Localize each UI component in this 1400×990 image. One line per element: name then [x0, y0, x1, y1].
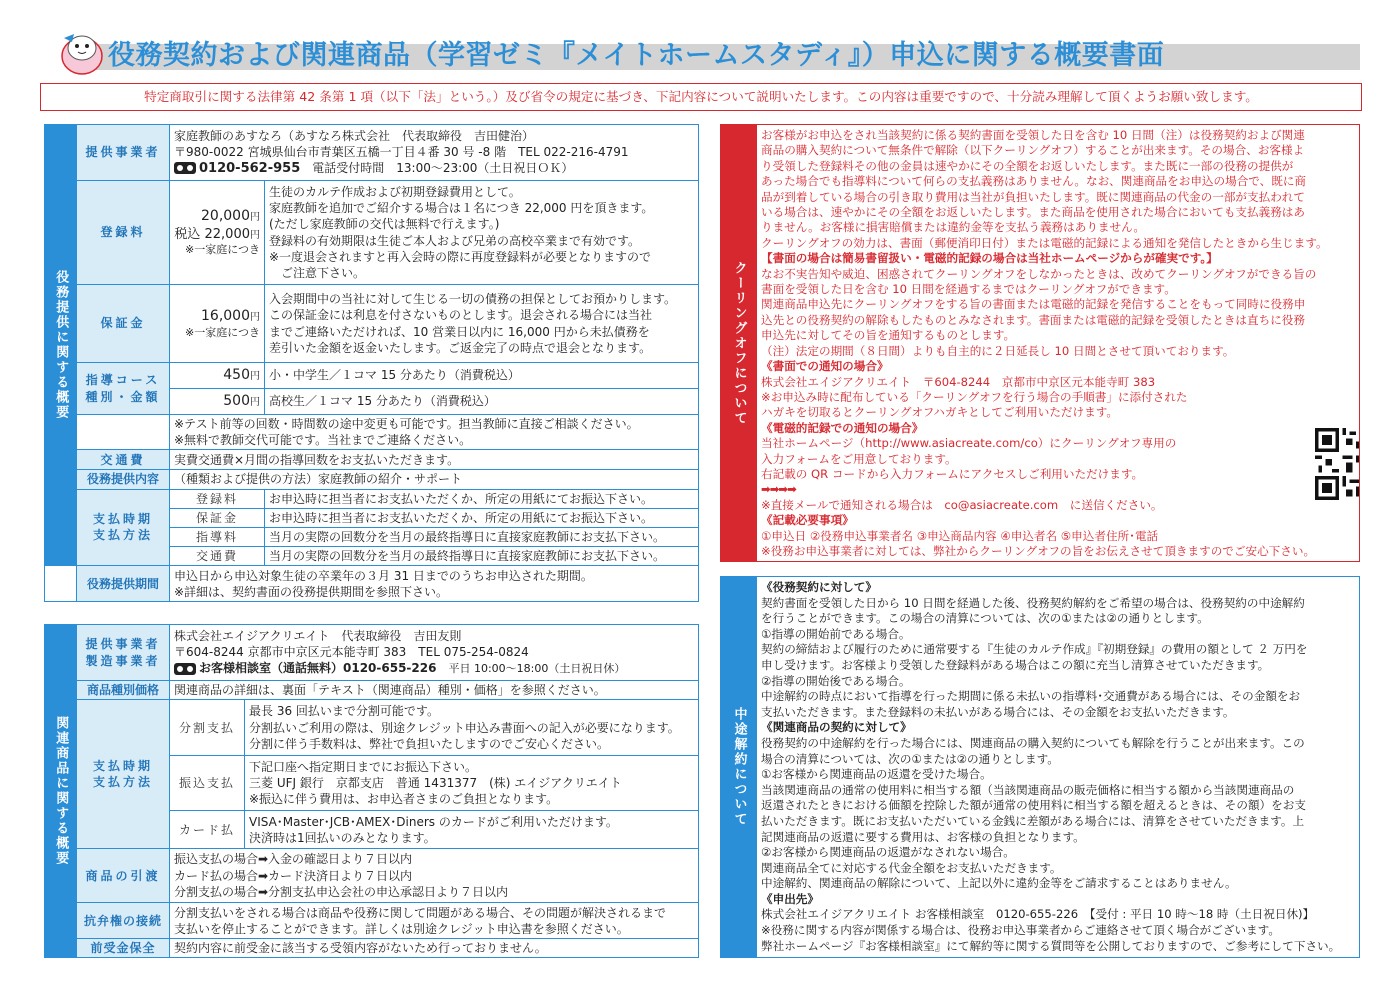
payment-sub-label: 指導料 [170, 527, 265, 546]
product-payment-text [245, 811, 699, 849]
required-line: ①申込日 ②役務申込事業者名 ③申込商品内容 ④申込者名 ⑤申込者住所･電話 [761, 528, 1159, 543]
payment-sub-text: 当月の実際の回数分を当月の最終指導日に直接家庭教師にお支払下さい。 [265, 547, 699, 566]
product-payment-text [245, 756, 699, 811]
price-label: 商品種別価格 [77, 681, 170, 700]
midterm-line: 支払いただきます。また登録料の未払いがある場合には、その金額をお支払いただきます。 [761, 704, 1235, 719]
course-desc: 高校生／１コマ 15 分あたり（消費税込） [265, 389, 699, 415]
registration-line: 家庭教師を追加でご紹介する場合は１名につき 22,000 円を頂きます。 [269, 201, 654, 216]
midterm-line: 《関連商品の契約に対して》 [761, 720, 912, 735]
midterm-line: 弊社ホームページ『お客様相談室』にて解約等に関する質問等を公開しておりますので、ご参考にして下さい。 [761, 938, 1341, 953]
product-payment-line: 分割に伴う手数料は、弊社で負担いたしますのでご安心ください。 [249, 736, 610, 751]
yen-unit: 円 [250, 371, 260, 383]
transport-text: 実費交通費×月間の指導回数をお支払いただきます。 [170, 450, 699, 470]
maker-phone [174, 660, 694, 677]
defense-text [170, 903, 699, 939]
price-text: 関連商品の詳細は、裏面「テキスト（関連商品）種別・価格」を参照ください。 [170, 681, 699, 700]
midterm-line: ①お客様から関連商品の返還を受けた場合。 [761, 767, 992, 782]
cooling-line: 商品の購入契約について無条件で解除（以下クーリングオフ）することが出来ます。その場合、お客様よ [761, 143, 1305, 158]
products-side-header: 関連商品に関する概要 [45, 625, 77, 958]
payment-sub-label: 登録料 [170, 489, 265, 508]
period-text [170, 566, 699, 602]
payment-label-2: 支払方法 [92, 528, 153, 543]
midterm-line: 関連商品全てに対応する代金全額をお支払いただきます。 [761, 860, 1062, 875]
midterm-line: を行うことができます。この場合の清算については、次の①または②の通りとします。 [761, 611, 1209, 626]
midterm-line: 役務契約の中途解約を行った場合には、関連商品の購入契約についても解除を行うことが出来ます。この [761, 735, 1305, 750]
product-payment-text [245, 700, 699, 756]
midterm-line: 記関連商品の返還に要する費用は、お客様の負担となります。 [761, 829, 1085, 844]
required-line: ※役務お申込事業者に対しては、弊社からクーリングオフの旨をお伝えさせて頂きますのでご安心下さい。 [761, 543, 1316, 558]
mascot-icon [52, 26, 108, 78]
midterm-line: ①指導の開始前である場合。 [761, 626, 911, 641]
mail-line: 株式会社エイジアクリエイト 〒604-8244 京都市中京区元本能寺町 383 [761, 374, 1156, 389]
cooling-line: りません。お客様に損害賠償または違約金等を支払う義務はありません。 [761, 220, 1145, 235]
content-label: 役務提供内容 [77, 470, 170, 489]
midterm-side-header: 中途解約について [721, 577, 757, 957]
midterm-line: 当該関連商品の通常の使用料に相当する額（当該関連商品の販売価格に相当する額から当該関連商品の [761, 782, 1295, 797]
product-payment-line: 決済時は1回払いのみとなります。 [249, 830, 436, 845]
midterm-line: 《役務契約に対して》 [761, 580, 877, 594]
midterm-line: 《申出先》 [761, 891, 819, 906]
payment-sub-text: お申込時に担当者にお支払いただくか、所定の用紙にてお振込下さい。 [265, 489, 699, 508]
product-payment-label [77, 700, 170, 849]
course-amount [170, 363, 265, 389]
maker-label-1: 提供事業者 [85, 637, 161, 652]
yen-unit: 円 [250, 311, 260, 323]
qr-code-icon[interactable] [1315, 428, 1360, 500]
registration-line: ※一度退会されますと再入会時の際に再度登録料が必要となりますので [269, 249, 652, 264]
transport-label: 交通費 [77, 450, 170, 470]
cooling-line: 関連商品申込先にクーリングオフをする旨の書面または電磁的記録を発信することをもって同時に役務申 [761, 297, 1306, 312]
maker-label-2: 製造事業者 [85, 653, 161, 668]
delivery-line: 振込支払の場合➡入金の確認日より７日以内 [174, 852, 413, 867]
midterm-line: 場合の清算については、次の①または②の通りとします。 [761, 751, 1059, 766]
delivery-line: カード払の場合➡カード決済日より７日以内 [174, 868, 413, 883]
midterm-line: 契約の締結および履行のために通常要する『生徒のカルテ作成』『初期登録』の費用の額として ２ 万円を [761, 642, 1308, 657]
deposit-desc [265, 285, 699, 363]
mail-line: ※お申込み時に配布している「クーリングオフを行う場合の手順書」に添付された [761, 389, 1188, 404]
defense-label: 抗弁権の接続 [77, 903, 170, 939]
registration-line: (ただし家庭教師の交代は無料で行えます。) [269, 217, 500, 232]
payment-label [77, 489, 170, 566]
course-label-2: 種別・金額 [85, 389, 161, 404]
cooling-off-box [720, 124, 1360, 562]
cooling-line: クーリングオフの効力は、書面（郵便消印日付）または電磁的記録による通知を発信したときから生じます。 [761, 235, 1328, 250]
service-side-header: 役務提供に関する概要 [45, 125, 77, 566]
cooling-off-body [761, 128, 1355, 559]
deposit-line: この保証金には利息を付さないものとします。退会される場合には当社 [269, 308, 653, 323]
product-payment-sub: 振込支払 [170, 756, 245, 811]
registration-label: 登録料 [77, 181, 170, 285]
delivery-label: 商品の引渡 [77, 849, 170, 903]
midterm-body [761, 580, 1355, 955]
course-amount-value: 500 [223, 393, 250, 410]
cooling-line: （注）法定の期間（８日間）よりも自主的に２日延長し 10 日間とさせて頂いております。 [761, 343, 1235, 358]
provider-address: 〒980-0022 宮城県仙台市青葉区五橋一丁目４番 30 号 -8 階 TEL 022-216-4791 [174, 144, 629, 159]
products-table [44, 624, 699, 958]
product-payment-sub: 分割支払 [170, 700, 245, 756]
payment-sub-text: お申込時に担当者にお支払いただくか、所定の用紙にてお振込下さい。 [265, 508, 699, 527]
midterm-line: 中途解約の時点において指導を行った期間に係る未払いの指導料･交通費がある場合には、その金額をお [761, 689, 1301, 704]
electronic-line: ※直接メールで通知される場合は co@asiacreate.com に送信ください。 [761, 497, 1163, 512]
cooling-line: 申込先に対してその旨を通知するものとします。 [761, 328, 1016, 343]
payment-sub-label: 交通費 [170, 547, 265, 566]
maker-hours: 平日 10:00～18:00（土日祝日休） [448, 662, 626, 676]
qr-instruction: 右記載の QR コードから入力フォームにアクセスしご利用いただけます。 [761, 466, 1144, 481]
course-note: ※テスト前等の回数・時間数の途中変更も可能です。担当教師に直接ご相談ください。 [174, 417, 639, 431]
service-table [44, 124, 699, 602]
provider-freedial: 0120-562-955 [199, 160, 301, 176]
prepay-text: 契約内容に前受金に該当する受領内容がないため行っておりません。 [170, 939, 699, 958]
midterm-cancel-box [720, 576, 1360, 958]
registration-line: ご注意下さい。 [269, 265, 366, 280]
registration-tax: 税込 22,000 [174, 226, 250, 242]
midterm-line: ②指導の開始後である場合。 [761, 673, 911, 688]
cooling-line: お客様がお申込をされ当該契約に係る契約書面を受領した日を含む 10 日間（注）は役務契約および関連 [761, 128, 1305, 142]
course-amount [170, 389, 265, 415]
defense-line: 支払いを停止することができます。詳しくは別途クレジット申込書を参照ください。 [174, 921, 629, 936]
course-label [77, 363, 170, 415]
period-line: ※詳細は、契約書面の役務提供期間を参照下さい。 [174, 584, 449, 599]
payment-sub-label: 保証金 [170, 508, 265, 527]
mail-line: ハガキを切取るとクーリングオフハガキとしてご利用いただけます。 [761, 405, 1118, 420]
deposit-label: 保証金 [77, 285, 170, 363]
freedial-icon [174, 663, 196, 675]
midterm-line: 契約書面を受領した日から 10 日間を経過した後、役務契約解約をご希望の場合は、役務契約の中途解約 [761, 595, 1305, 610]
freedial-icon [174, 162, 196, 174]
mail-heading: 《書面での通知の場合》 [761, 359, 889, 374]
arrow-icons: ➡➡➡➡ [761, 482, 796, 497]
provider-info [170, 125, 699, 181]
maker-info [170, 625, 699, 681]
cooling-off-side-header: クーリングオフについて [721, 125, 757, 561]
provider-name: 家庭教師のあすなろ（あすなろ株式会社 代表取締役 吉田健治） [174, 128, 535, 143]
product-payment-label-2: 支払方法 [92, 775, 153, 790]
product-payment-line: VISA･Master･JCB･AMEX･Diners のカードがご利用いただけます。 [249, 814, 618, 829]
midterm-line: 株式会社エイジアクリエイト お客様相談室 0120-655-226 【受付 : 平日 10 時～18 時（土日祝日休)】 [761, 907, 1315, 922]
registration-line: 登録料の有効期限は生徒ご本人および兄弟の高校卒業まで有効です。 [269, 233, 641, 248]
maker-name: 株式会社エイジアクリエイト 代表取締役 吉田友則 [174, 628, 462, 643]
registration-amount-cell [170, 181, 265, 285]
deposit-note: ※一家庭につき [185, 325, 260, 339]
cooling-line: あった場合でも指導料について何らの支払義務はありません。なお、関連商品をお申込の場合で、既に商 [761, 174, 1307, 189]
legal-notice: 特定商取引に関する法律第 42 条第 1 項（以下「法」という。）及び省令の規定に基づき、下記内容について説明いたします。この内容は重要ですので、十分読み理解して頂くようお願い致します。 [40, 83, 1362, 111]
registration-line: 生徒のカルテ作成および初期登録費用として。 [269, 184, 521, 199]
registration-amount: 20,000 [201, 207, 250, 224]
deposit-line: までご連絡いただければ、10 営業日以内に 16,000 円から未払債務を [269, 324, 650, 339]
yen-unit: 円 [250, 229, 260, 241]
course-amount-value: 450 [223, 367, 250, 384]
cooling-line: なお不実告知や威迫、困惑されてクーリングオフをしなかったときは、改めてクーリングオフができる旨の [761, 266, 1317, 281]
midterm-line: ②お客様から関連商品の返還がなされない場合。 [761, 845, 1015, 860]
electronic-line: 入力フォームをご用意しております。 [761, 451, 957, 466]
midterm-line: 返還されたときにおける価額を控除した額が通常の使用料に相当する額を超えるときは、その額）をお支 [761, 798, 1306, 813]
product-payment-line: ※振込に伴う費用は、お申込者さまのご負担となります。 [249, 792, 559, 807]
delivery-line: 分割支払の場合➡分割支払申込会社の申込承認日より７日以内 [174, 884, 509, 899]
product-payment-line: 下記口座へ指定期日までにお振込下さい。 [249, 759, 478, 774]
page-title: 役務契約および関連商品（学習ゼミ『メイトホームスタディ』）申込に関する概要書面 [108, 40, 1165, 71]
midterm-line: 中途解約、関連商品の解除について、上記以外に違約金等をご請求することはありません。 [761, 876, 1237, 891]
course-notes [170, 415, 699, 450]
course-note: ※無料で教師交代可能です。当社までご連絡ください。 [174, 433, 472, 448]
delivery-text [170, 849, 699, 903]
midterm-line: ※役務に関する内容が関係する場合は、役務お申込事業者からご連絡させて頂く場合がございます。 [761, 923, 1280, 938]
deposit-amount-cell [170, 285, 265, 363]
period-label: 役務提供期間 [77, 566, 170, 602]
maker-label [77, 625, 170, 681]
defense-line: 分割支払いをされる場合は商品や役務に関して問題がある場合、その問題が解決されるまで [174, 905, 667, 920]
course-desc: 小・中学生／１コマ 15 分あたり（消費税込） [265, 363, 699, 389]
yen-unit: 円 [250, 397, 260, 409]
required-heading: 《記載必要事項》 [761, 513, 854, 528]
electronic-line-qr [761, 467, 1355, 498]
deposit-line: 差引いた金額を返金いたします。ご返金完了の時点で退会となります。 [269, 340, 652, 355]
cooling-line: いる場合は、速やかにその全額をお返しいたします。また商品を使用された場合においても支払義務はあ [761, 205, 1305, 220]
prepay-label: 前受金保全 [77, 939, 170, 958]
yen-unit: 円 [250, 211, 260, 223]
product-payment-line: 三菱 UFJ 銀行 京都支店 普通 1431377 (株) エイジアクリエイト [249, 776, 622, 791]
electronic-heading: 《電磁的記録での通知の場合》 [761, 420, 924, 435]
electronic-line: 当社ホームページ（http://www.asiacreate.com/co）にクーリングオフ専用の [761, 436, 1177, 451]
cooling-line: 書面を受領した日を含む 10 日間を経過するまではクーリングオフができます。 [761, 282, 1176, 297]
deposit-line: 入会期間中の当社に対して生じる一切の債務の担保としてお預かりします。 [269, 292, 677, 307]
deposit-amount: 16,000 [201, 307, 250, 324]
product-payment-line: 最長 36 回払いまで分割可能です。 [249, 704, 439, 719]
cooling-line: 込先との役務契約の解除もしたものとみなされます。書面または電磁的記録を受領したときは直ちに役務 [761, 312, 1305, 327]
provider-hours: 電話受付時間 13:00～23:00（土日祝日ＯＫ） [312, 160, 574, 175]
period-line: 申込日から申込対象生徒の卒業年の３月 31 日までのうちお申込された期間。 [174, 568, 593, 583]
cooling-line: り受領した登録料その他の金員は速やかにその全額をお返しいたします。また既に一部の役務の提供が [761, 158, 1294, 173]
payment-sub-text: 当月の実際の回数分を当月の最終指導日に直接家庭教師にお支払下さい。 [265, 527, 699, 546]
provider-label: 提供事業者 [77, 125, 170, 181]
cooling-line: 品が到着している場合の引き取り費用は当社が負担いたします。既に関連商品の代金の一部が支払われて [761, 189, 1305, 204]
payment-label-1: 支払時期 [92, 512, 153, 527]
registration-note: ※一家庭につき [185, 243, 260, 257]
product-payment-label-1: 支払時期 [92, 759, 153, 773]
provider-phone [174, 160, 694, 178]
registration-desc [265, 181, 699, 285]
product-payment-sub: カード払 [170, 811, 245, 849]
cooling-line: 【書面の場合は簡易書留扱い・電磁的記録の場合は当社ホームページからが確実です。】 [761, 251, 1218, 266]
midterm-line: 申し受けます。お客様より受領した登録料がある場合はこの額に充当し清算させていただきます。 [761, 657, 1270, 672]
maker-tel: お客様相談室（通話無料）0120-655-226 [199, 661, 437, 676]
maker-address: 〒604-8244 京都市中京区元本能寺町 383 TEL 075-254-0824 [174, 645, 529, 660]
content-text: （種類および提供の方法）家庭教師の紹介・サポート [170, 470, 699, 489]
product-payment-line: 分割払いご利用の際は、別途クレジット申込み書面への記入が必要になります。 [249, 720, 680, 735]
midterm-line: 払いただきます。既にお支払いただいている金銭に差額がある場合には、清算をさせていただきます。上 [761, 813, 1305, 828]
course-label-1: 指導コース [85, 373, 161, 388]
